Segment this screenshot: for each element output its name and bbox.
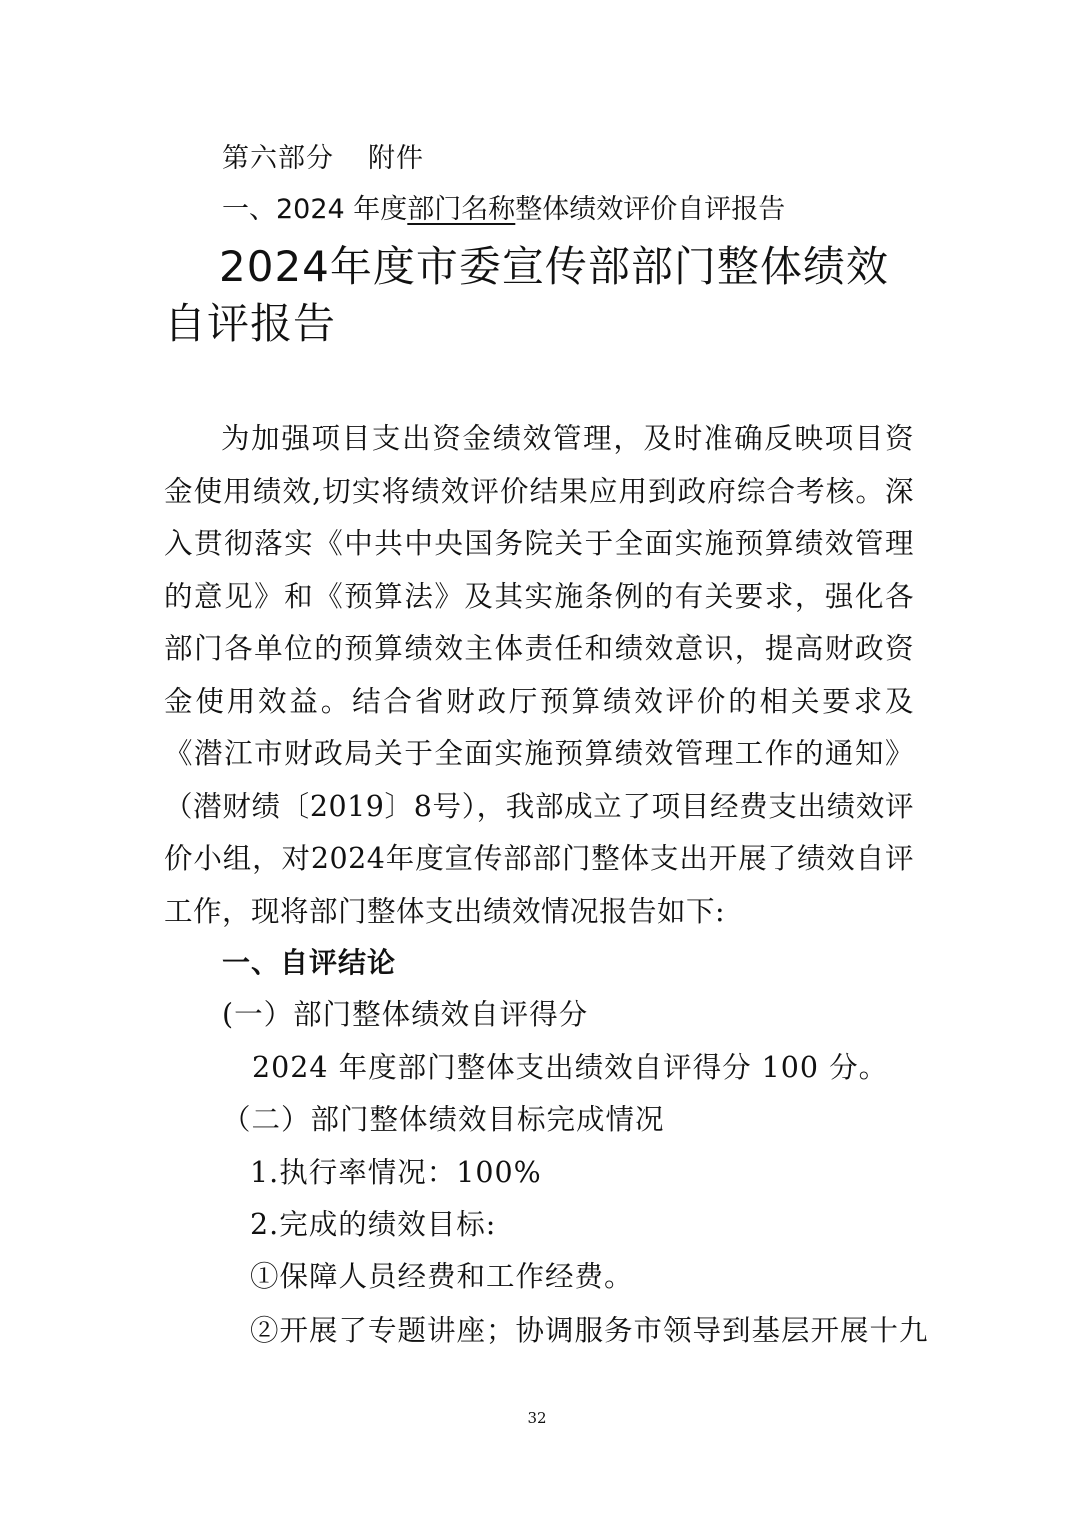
report-title: 2024年度市委宣传部部门整体绩效自评报告 bbox=[164, 242, 889, 348]
part-heading bbox=[222, 139, 424, 179]
annex-heading-suffix: 整体绩效评价自评报告 bbox=[515, 194, 786, 225]
part-heading-label: 第六部分 bbox=[222, 143, 334, 174]
list-item: ①保障人员经费和工作经费。 bbox=[250, 1260, 634, 1293]
list-item: ②开展了专题讲座；协调服务市领导到基层开展十九 bbox=[250, 1314, 929, 1347]
section-heading-conclusion: 一、自评结论 bbox=[222, 946, 397, 979]
annex-heading-prefix: 一、2024 年度 bbox=[222, 194, 408, 225]
page-number: 32 bbox=[527, 1409, 547, 1427]
annex-heading bbox=[222, 190, 785, 230]
subsection-heading-targets: （二）部门整体绩效目标完成情况 bbox=[222, 1103, 665, 1136]
list-item: 1.执行率情况：100% bbox=[250, 1156, 542, 1189]
score-statement: 2024 年度部门整体支出绩效自评得分 100 分。 bbox=[252, 1051, 889, 1084]
annex-heading-placeholder: 部门名称 bbox=[407, 194, 516, 225]
intro-paragraph: 为加强项目支出资金绩效管理，及时准确反映项目资金使用绩效,切实将绩效评价结果应用到政府综合考核。深入贯彻落实《中共中央国务院关于全面实施预算绩效管理的意见》和《预算法》及其实施条例的有关要求，强化各部门各单位的预算绩效主体责任和绩效意识，提高财政资金使用效益。结合省财政厅预算绩效评价的相关要求及《潜江市财政局关于全面实施预算绩效管理工作的通知》（潜财绩〔2019〕8号），我部成立了项目经费支出绩效评价小组，对2024年度宣传部部门整体支出开展了绩效自评工作，现将部门整体支出绩效情况报告如下: bbox=[164, 422, 914, 928]
list-item: 2.完成的绩效目标: bbox=[250, 1208, 497, 1241]
part-heading-title: 附件 bbox=[368, 143, 424, 174]
subsection-heading-score: (一）部门整体绩效自评得分 bbox=[222, 998, 589, 1031]
